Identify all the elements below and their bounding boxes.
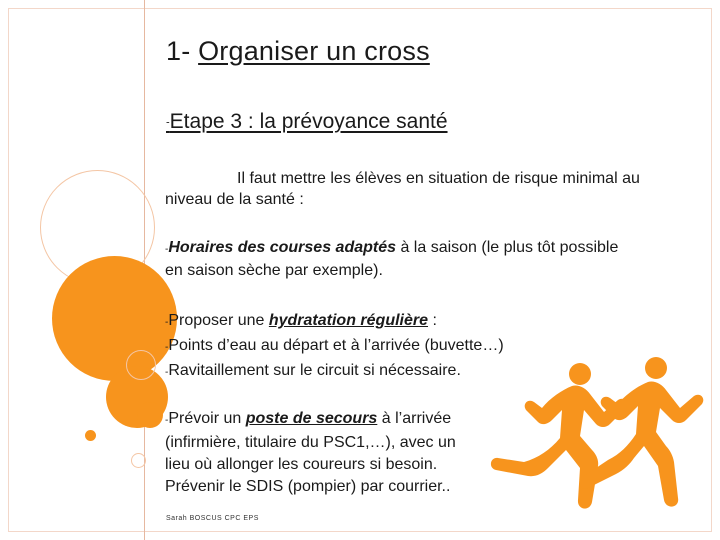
decor-circle-large	[52, 256, 177, 381]
secours-line-2: (infirmière, titulaire du PSC1,…), avec un	[165, 434, 456, 451]
secours-suffix: à l’arrivée	[377, 410, 452, 427]
subtitle-dash: -	[166, 116, 170, 129]
title-number: 1-	[166, 36, 199, 66]
secours-line-3: lieu où allonger les coureurs si besoin.	[165, 456, 438, 473]
section-subtitle	[166, 110, 448, 134]
hydratation-suffix: :	[428, 312, 437, 329]
horaires-rest: à la saison (le plus tôt possible	[396, 239, 619, 256]
secours-prefix: Prévoir un	[168, 410, 246, 427]
decor-ring-tiny	[131, 453, 146, 468]
runners-silhouette-icon	[480, 350, 715, 530]
secours-emphasis: poste de secours	[245, 410, 378, 427]
title-text: Organiser un cross	[198, 36, 430, 66]
intro-line-1: Il faut mettre les élèves en situation de risque minimal au	[237, 170, 640, 187]
decor-circle-small	[137, 402, 163, 428]
horaires-line-2: en saison sèche par exemple).	[165, 262, 383, 279]
hydratation-prefix: Proposer une	[168, 312, 269, 329]
decor-dot	[85, 430, 96, 441]
horaires-dash: -	[165, 244, 169, 255]
hydratation-item-1-dash: -	[165, 342, 169, 353]
hydratation-item-2-dash: -	[165, 367, 169, 378]
hydratation-item-2-text: Ravitaillement sur le circuit si nécessaire.	[168, 362, 461, 379]
horaires-paragraph	[165, 237, 700, 281]
footer-author: Sarah BOSCUS CPC EPS	[166, 515, 259, 522]
intro-paragraph	[165, 168, 700, 210]
subtitle-text: Etape 3 : la prévoyance santé	[169, 110, 448, 133]
hydratation-emphasis: hydratation régulière	[268, 312, 429, 329]
intro-line-2: niveau de la santé :	[165, 191, 304, 208]
decor-ring-small	[126, 350, 156, 380]
page-title	[166, 36, 430, 67]
hydratation-item-1-text: Points d’eau au départ et à l’arrivée (buvette…)	[168, 337, 504, 354]
secours-dash: -	[165, 415, 169, 426]
horaires-emphasis: Horaires des courses adaptés	[168, 239, 397, 256]
secours-line-4: Prévenir le SDIS (pompier) par courrier..	[165, 478, 451, 495]
secours-paragraph	[165, 408, 500, 498]
hydratation-dash: -	[165, 317, 169, 328]
